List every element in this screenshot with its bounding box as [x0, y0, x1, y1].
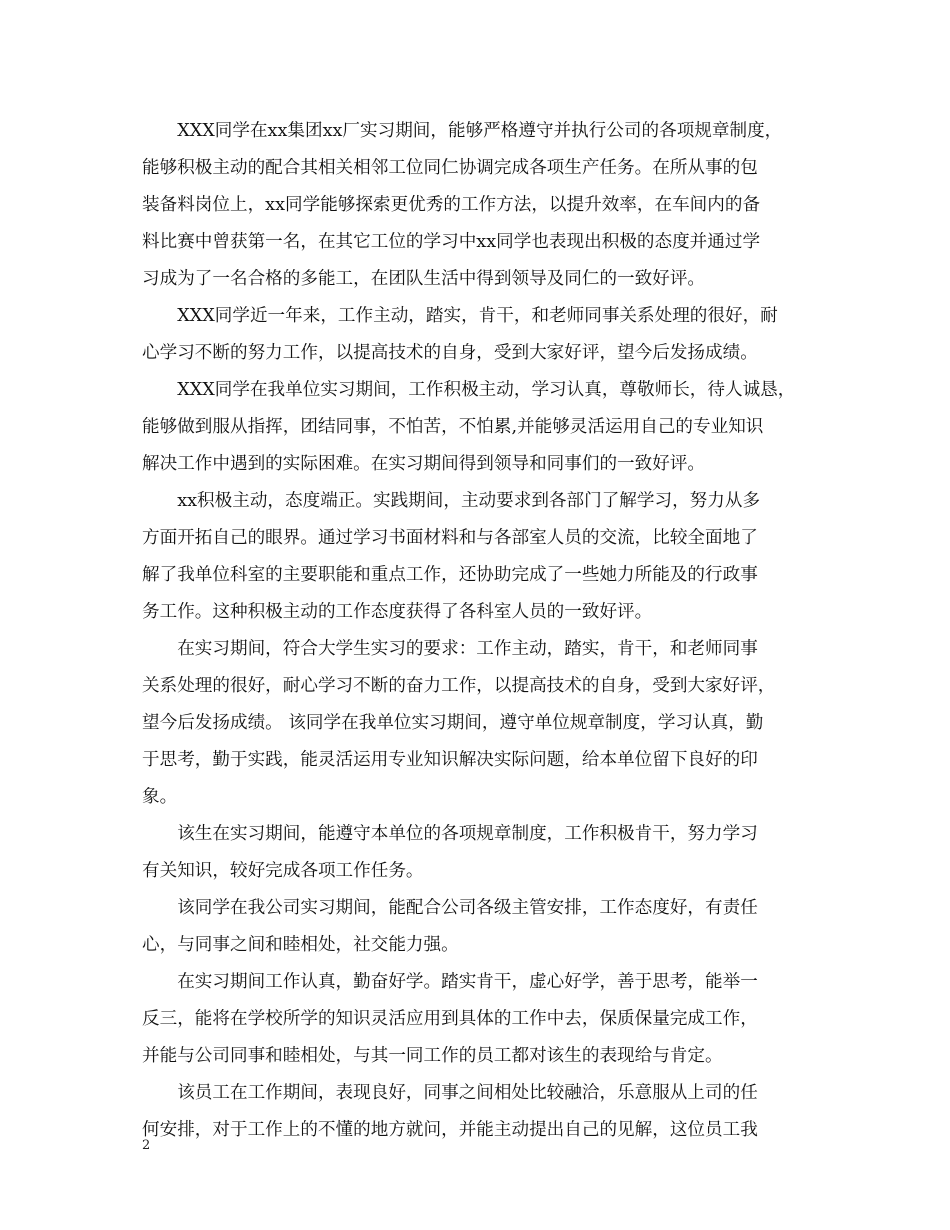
page-number: 2	[142, 1138, 151, 1153]
text-line: XXX同学近一年来，工作主动，踏实，肯干，和老师同事关系处理的很好，耐	[142, 306, 778, 326]
text-line: 习成为了一名合格的多能工，在团队生活中得到领导及同仁的一致好评。	[142, 269, 706, 289]
text-line: 该生在实习期间，能遵守本单位的各项规章制度，工作积极肯干，努力学习	[142, 824, 758, 844]
text-line: 反三，能将在学校所学的知识灵活应用到具体的工作中去，保质保量完成工作，	[142, 1009, 758, 1029]
text-line: xx积极主动，态度端正。实践期间，主动要求到各部门了解学习，努力从多	[142, 491, 761, 511]
text-line: 有关知识，较好完成各项工作任务。	[142, 861, 424, 881]
text-line: 心学习不断的努力工作，以提高技术的自身，受到大家好评，望今后发扬成绩。	[142, 343, 758, 363]
text-line: 装备料岗位上，xx同学能够探索更优秀的工作方法，以提升效率，在车间内的备	[142, 195, 761, 215]
text-line: 能够做到服从指挥，团结同事，不怕苦，不怕累,并能够灵活运用自己的专业知识	[142, 417, 764, 437]
text-line: XXX同学在我单位实习期间，工作积极主动，学习认真，尊敬师长，待人诚恳，	[142, 380, 796, 400]
text-line: 在实习期间工作认真，勤奋好学。踏实肯干，虚心好学，善于思考，能举一	[142, 972, 758, 992]
text-line: 方面开拓自己的眼界。通过学习书面材料和与各部室人员的交流，比较全面地了	[142, 528, 758, 548]
text-line: 解了我单位科室的主要职能和重点工作，还协助完成了一些她力所能及的行政事	[142, 565, 758, 585]
text-line: 务工作。这种积极主动的工作态度获得了各科室人员的一致好评。	[142, 602, 653, 622]
text-line: 解决工作中遇到的实际困难。在实习期间得到领导和同事们的一致好评。	[142, 454, 706, 474]
text-line: 于思考，勤于实践，能灵活运用专业知识解决实际问题，给本单位留下良好的印	[142, 750, 758, 770]
text-line: 能够积极主动的配合其相关相邻工位同仁协调完成各项生产任务。在所从事的包	[142, 158, 758, 178]
text-line: 心，与同事之间和睦相处，社交能力强。	[142, 935, 459, 955]
text-line: 何安排，对于工作上的不懂的地方就问，并能主动提出自己的见解，这位员工我	[142, 1120, 758, 1140]
text-line: 望今后发扬成绩。 该同学在我单位实习期间，遵守单位规章制度，学习认真，勤	[142, 713, 764, 733]
body-text	[142, 113, 824, 1149]
text-line: 并能与公司同事和睦相处，与其一同工作的员工都对该生的表现给与肯定。	[142, 1046, 723, 1066]
text-line: 该同学在我公司实习期间，能配合公司各级主管安排，工作态度好，有责任	[142, 898, 758, 918]
text-line: 象。	[142, 787, 178, 807]
text-line: 料比赛中曾获第一名，在其它工位的学习中xx同学也表现出积极的态度并通过学	[142, 232, 761, 252]
text-line: XXX同学在xx集团xx厂实习期间，能够严格遵守并执行公司的各项规章制度，	[142, 121, 783, 141]
text-line: 该员工在工作期间，表现良好，同事之间相处比较融洽，乐意服从上司的任	[142, 1083, 758, 1103]
text-line: 在实习期间，符合大学生实习的要求：工作主动，踏实，肯干，和老师同事	[142, 639, 758, 659]
text-line: 关系处理的很好，耐心学习不断的奋力工作，以提高技术的自身，受到大家好评，	[142, 676, 776, 696]
